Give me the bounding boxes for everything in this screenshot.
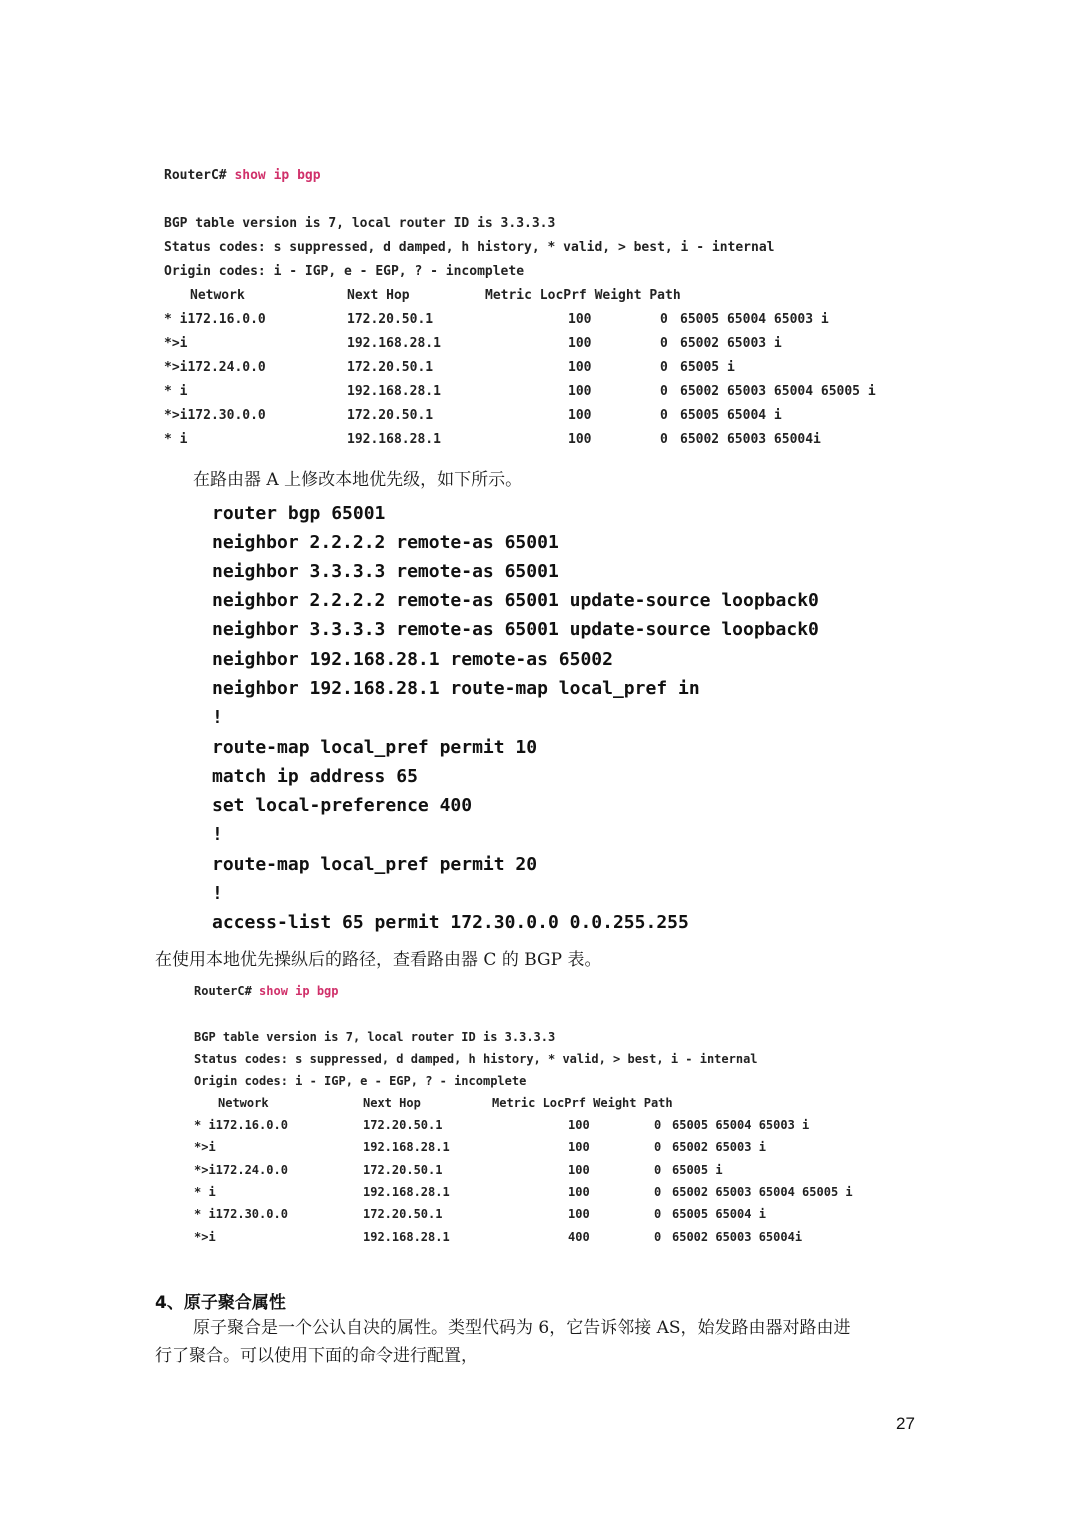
config-line: ! [212,824,223,845]
origin-codes-line: Origin codes: i - IGP, e - EGP, ? - incomplete [164,264,525,279]
after-manipulation-paragraph: 在使用本地优先操纵后的路径，查看路由器 C 的 BGP 表。 [155,950,602,970]
cell-weight: 0 [654,1185,662,1199]
config-line: neighbor 2.2.2.2 remote-as 65001 update-source loopback0 [212,590,819,611]
cell-next-hop: 172.20.50.1 [363,1207,443,1221]
cli-prompt-line [194,984,339,999]
config-line: neighbor 3.3.3.3 remote-as 65001 update-source loopback0 [212,619,819,640]
config-line: neighbor 3.3.3.3 remote-as 65001 [212,561,559,582]
page-number: 27 [896,1414,915,1433]
cell-locprf: 100 [568,1163,590,1177]
cell-network: * i172.16.0.0 [194,1118,288,1132]
cell-network: * i [164,432,188,447]
cell-locprf: 400 [568,1230,590,1244]
cell-next-hop: 172.20.50.1 [347,360,434,375]
status-codes-line: Status codes: s suppressed, d damped, h history, * valid, > best, i - internal [194,1052,758,1066]
cell-path: 65005 65004 i [672,1207,766,1221]
table-row [194,1185,853,1201]
config-line: neighbor 2.2.2.2 remote-as 65001 [212,532,559,553]
table-row [194,1140,766,1156]
cell-locprf: 100 [568,408,592,423]
cell-locprf: 100 [568,1185,590,1199]
atomic-aggregate-paragraph-line2: 行了聚合。可以使用下面的命令进行配置， [155,1346,478,1366]
cell-weight: 0 [660,336,668,351]
config-line: match ip address 65 [212,766,418,787]
cell-network: *>i [194,1140,216,1154]
cell-next-hop: 192.168.28.1 [363,1230,450,1244]
cell-locprf: 100 [568,432,592,447]
cell-next-hop: 172.20.50.1 [363,1118,443,1132]
cell-weight: 0 [654,1207,662,1221]
cell-next-hop: 192.168.28.1 [347,432,441,447]
cell-path: 65002 65003 i [680,336,782,351]
cell-weight: 0 [660,312,668,327]
cell-weight: 0 [654,1230,662,1244]
cell-network: * i [164,384,188,399]
col-network: Network [218,1096,269,1110]
cell-next-hop: 172.20.50.1 [347,312,434,327]
cell-locprf: 100 [568,1207,590,1221]
col-next-hop: Next Hop [347,288,410,303]
cell-weight: 0 [654,1118,662,1132]
cell-locprf: 100 [568,1118,590,1132]
col-metric-locprf-weight-path: Metric LocPrf Weight Path [485,288,681,303]
intro-paragraph-router-a: 在路由器 A 上修改本地优先级，如下所示。 [193,470,523,490]
config-line: route-map local_pref permit 10 [212,737,538,758]
cell-next-hop: 192.168.28.1 [363,1140,450,1154]
bgp-version-line: BGP table version is 7, local router ID is 3.3.3.3 [164,216,556,231]
cell-path: 65002 65003 65004i [672,1230,803,1244]
table-row [194,1118,810,1134]
cli-command: show ip bgp [259,984,339,998]
section-heading: 4、原子聚合属性 [155,1293,286,1313]
table-row [164,432,821,448]
cell-path: 65005 65004 65003 i [680,312,829,327]
bgp-table-header [164,288,681,304]
config-line: ! [212,707,223,728]
config-line: access-list 65 permit 172.30.0.0 0.0.255.255 [212,912,689,933]
cell-path: 65002 65003 65004i [680,432,821,447]
cell-weight: 0 [660,384,668,399]
config-line: ! [212,883,223,904]
cell-next-hop: 172.20.50.1 [347,408,434,423]
cell-path: 65005 i [680,360,735,375]
cli-prompt-line [164,168,321,184]
cell-weight: 0 [654,1163,662,1177]
cell-path: 65005 i [672,1163,723,1177]
config-line: neighbor 192.168.28.1 route-map local_pref in [212,678,700,699]
table-row [194,1207,766,1223]
cell-locprf: 100 [568,360,592,375]
cell-locprf: 100 [568,384,592,399]
cell-network: * i [194,1185,216,1199]
cell-next-hop: 172.20.50.1 [363,1163,443,1177]
cell-network: *>i [194,1230,216,1244]
cell-network: * i172.16.0.0 [164,312,266,327]
cli-command: show ip bgp [234,168,321,183]
config-line: neighbor 192.168.28.1 remote-as 65002 [212,649,613,670]
col-metric-locprf-weight-path: Metric LocPrf Weight Path [492,1096,673,1110]
table-row [164,384,876,400]
cell-network: *>i172.24.0.0 [164,360,266,375]
cell-network: *>i [164,336,188,351]
cell-path: 65005 65004 i [680,408,782,423]
config-line: route-map local_pref permit 20 [212,854,538,875]
bgp-version-line: BGP table version is 7, local router ID is 3.3.3.3 [194,1030,556,1044]
cell-next-hop: 192.168.28.1 [347,384,441,399]
table-row [194,1163,723,1179]
cell-path: 65005 65004 65003 i [672,1118,810,1132]
cell-weight: 0 [654,1140,662,1154]
cell-network: *>i172.24.0.0 [194,1163,288,1177]
col-next-hop: Next Hop [363,1096,421,1110]
col-network: Network [190,288,245,303]
cli-prompt: RouterC# [194,984,252,998]
config-line: router bgp 65001 [212,503,386,524]
origin-codes-line: Origin codes: i - IGP, e - EGP, ? - incomplete [194,1074,527,1088]
cell-next-hop: 192.168.28.1 [363,1185,450,1199]
cell-network: *>i172.30.0.0 [164,408,266,423]
cli-prompt: RouterC# [164,168,227,183]
cell-locprf: 100 [568,312,592,327]
cell-path: 65002 65003 i [672,1140,766,1154]
cell-next-hop: 192.168.28.1 [347,336,441,351]
cell-path: 65002 65003 65004 65005 i [680,384,876,399]
table-row [164,312,829,328]
status-codes-line: Status codes: s suppressed, d damped, h history, * valid, > best, i - internal [164,240,775,255]
cell-locprf: 100 [568,336,592,351]
table-row [164,336,782,352]
atomic-aggregate-paragraph-line1: 原子聚合是一个公认自决的属性。类型代码为 6，它告诉邻接 AS，始发路由器对路由进 [193,1318,851,1338]
config-line: set local-preference 400 [212,795,473,816]
table-row [164,360,735,376]
cell-weight: 0 [660,360,668,375]
cell-path: 65002 65003 65004 65005 i [672,1185,853,1199]
cell-network: * i172.30.0.0 [194,1207,288,1221]
table-row [194,1230,803,1246]
cell-weight: 0 [660,408,668,423]
cell-weight: 0 [660,432,668,447]
cell-locprf: 100 [568,1140,590,1154]
bgp-table-header [194,1096,673,1112]
table-row [164,408,782,424]
